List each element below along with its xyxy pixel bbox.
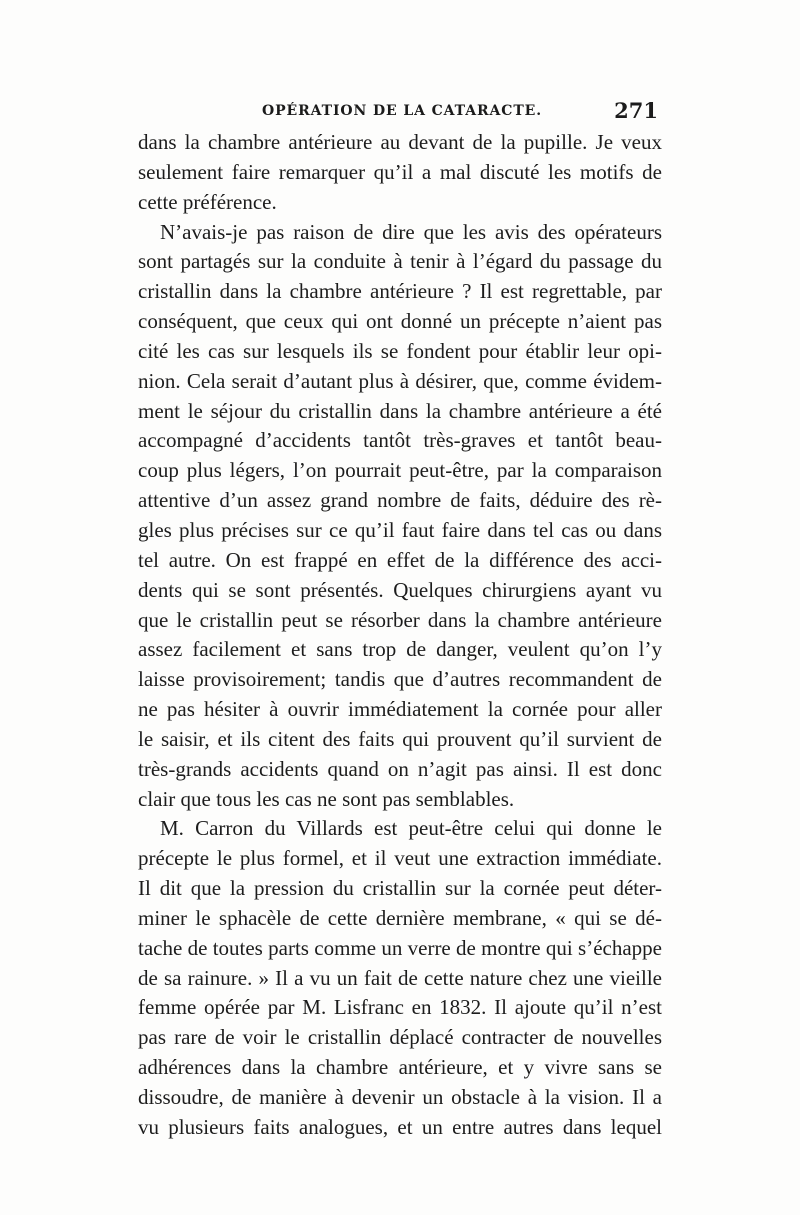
text-line: dissoudre, de manière à devenir un obstacle à la vision. Il a (138, 1085, 662, 1109)
text-line: précepte le plus formel, et il veut une extraction immédiate. (138, 846, 662, 871)
text-line: gles plus précises sur ce qu’il faut faire dans tel cas ou dans (138, 517, 662, 542)
text-line: miner le sphacèle de cette dernière membrane, « qui se dé- (138, 905, 662, 930)
text-line: tache de toutes parts comme un verre de montre qui s’échappe (138, 935, 662, 960)
text-line: le saisir, et ils citent des faits qui prouvent qu’il survient de (138, 726, 662, 751)
text-line: que le cristallin peut se résorber dans la chambre antérieure (138, 607, 662, 632)
text-line: accompagné d’accidents tantôt très-graves et tantôt beau- (138, 428, 662, 453)
text-line: vu plusieurs faits analogues, et un entre autres dans lequel (138, 1114, 662, 1139)
text-line: cristallin dans la chambre antérieure ? Il est regrettable, par (138, 279, 662, 304)
text-line: attentive d’un assez grand nombre de faits, déduire des rè- (138, 488, 662, 513)
text-line: coup plus légers, l’on pourrait peut-être, par la comparaison (138, 458, 662, 483)
text-line: dents qui se sont présentés. Quelques chirurgiens ayant vu (138, 577, 662, 602)
text-line: Il dit que la pression du cristallin sur la cornée peut déter- (138, 876, 662, 901)
text-line: assez facilement et sans trop de danger, veulent qu’on l’y (138, 637, 662, 662)
running-head: OPÉRATION DE LA CATARACTE. (262, 103, 542, 119)
text-line: nion. Cela serait d’autant plus à désirer, que, comme évidem- (138, 368, 662, 393)
text-line: sont partagés sur la conduite à tenir à l’égard du passage du (138, 249, 662, 274)
text-line: tel autre. On est frappé en effet de la différence des acci- (138, 547, 662, 572)
text-line: cité les cas sur lesquels ils se fondent pour établir leur opi- (138, 338, 662, 363)
text-line: adhérences dans la chambre antérieure, et y vivre sans se (138, 1055, 662, 1080)
text-line: clair que tous les cas ne sont pas semblables. (138, 786, 515, 811)
text-line: pas rare de voir le cristallin déplacé contracter de nouvelles (138, 1025, 662, 1050)
body-text (138, 128, 662, 1143)
text-line: dans la chambre antérieure au devant de la pupille. Je veux (138, 130, 662, 154)
text-line: conséquent, que ceux qui ont donné un précepte n’aient pas (138, 309, 662, 334)
text-line: femme opérée par M. Lisfranc en 1832. Il ajoute qu’il n’est (138, 995, 662, 1020)
text-line: cette préférence. (138, 189, 277, 214)
text-line: laisse provisoirement; tandis que d’autres recommandent de (138, 667, 662, 692)
page-number: 271 (614, 98, 658, 123)
page-header (138, 100, 658, 128)
text-line: ne pas hésiter à ouvrir immédiatement la cornée pour aller (138, 697, 662, 722)
text-line: N’avais-je pas raison de dire que les avis des opérateurs (160, 219, 662, 244)
text-line: seulement faire remarquer qu’il a mal discuté les motifs de (138, 159, 662, 184)
text-line: M. Carron du Villards est peut-être celui qui donne le (160, 816, 662, 841)
text-line: ment le séjour du cristallin dans la chambre antérieure a été (138, 398, 662, 423)
text-line: très-grands accidents quand on n’agit pas ainsi. Il est donc (138, 756, 662, 781)
text-line: de sa rainure. » Il a vu un fait de cette nature chez une vieille (138, 965, 662, 990)
